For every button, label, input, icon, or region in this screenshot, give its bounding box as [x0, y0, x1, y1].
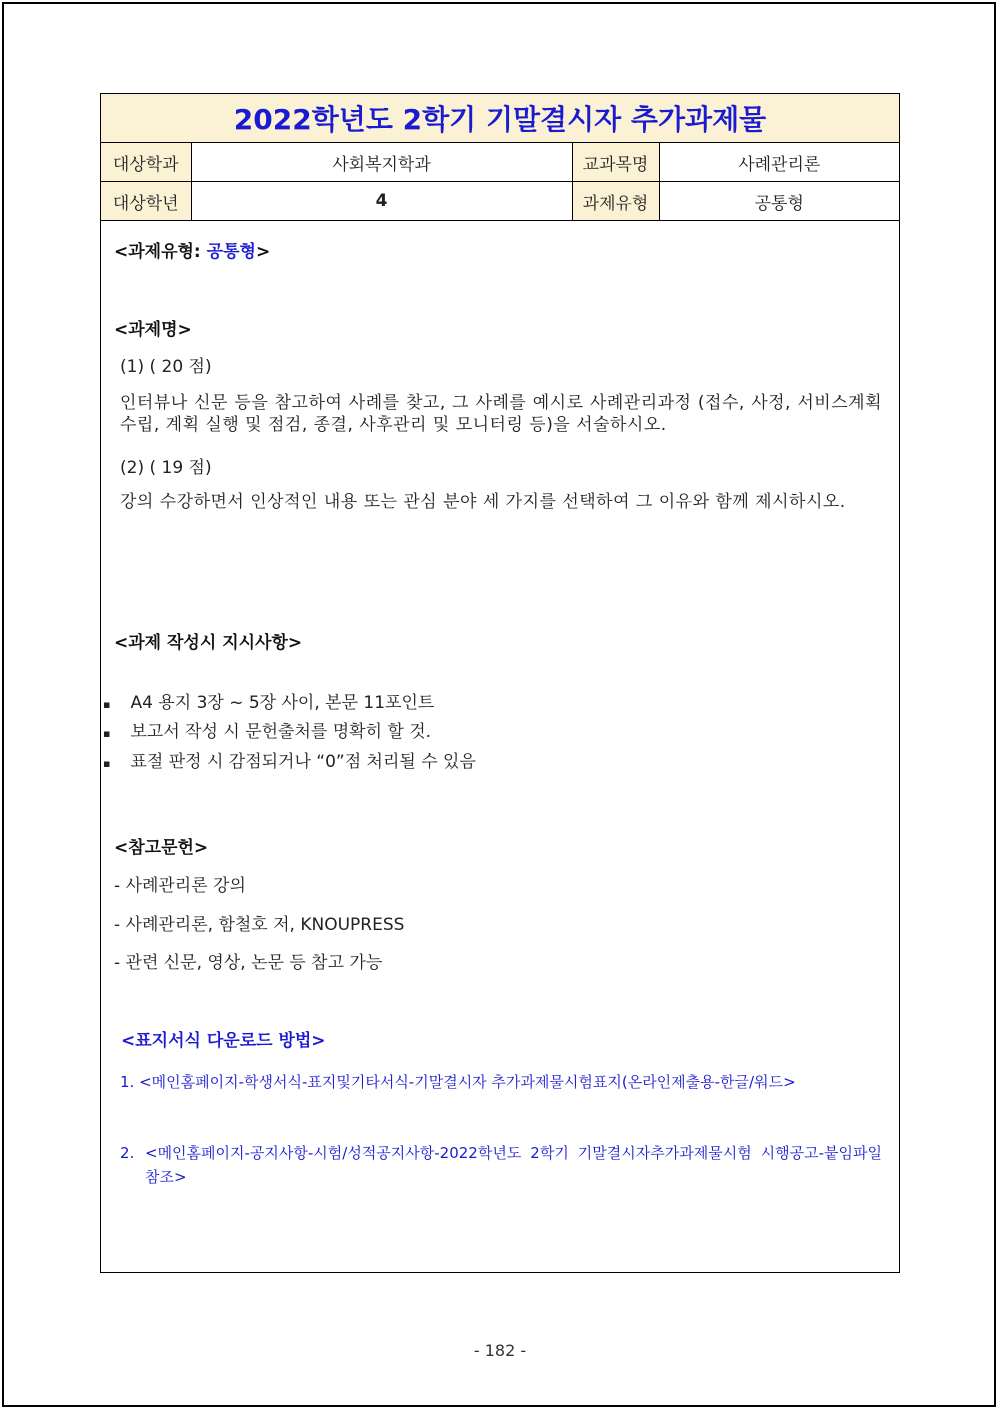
assignment-type-line — [114, 237, 270, 262]
reference-item: - 관련 신문, 영상, 논문 등 참고 가능 — [114, 953, 383, 973]
info-row-1 — [101, 143, 899, 182]
assignment-type-prefix: <과제유형: — [114, 242, 207, 262]
type-label: 과제유형 — [572, 182, 659, 221]
assignment-name-heading: <과제명> — [114, 320, 192, 340]
course-label: 교과목명 — [572, 143, 659, 182]
instruction-item: ▪ 표절 판정 시 감점되거나 “0”점 처리될 수 있음 — [103, 752, 476, 772]
references-heading: <참고문헌> — [114, 838, 209, 858]
info-row-2 — [101, 182, 899, 221]
assignment-type-value: 공통형 — [206, 242, 256, 262]
grade-value: 4 — [191, 182, 572, 221]
type-value: 공통형 — [659, 182, 899, 221]
question-1-label: (1) ( 20 점) — [120, 357, 212, 377]
course-value: 사례관리론 — [659, 143, 899, 182]
instruction-item: ▪ A4 용지 3장 ~ 5장 사이, 본문 11포인트 — [103, 693, 435, 713]
download-step-2-text: <메인홈페이지-공지사항-시험/성적공지사항-2022학년도 2학기 기말결시자추가과제물시험 시행공고-붙임파일 참조> — [145, 1144, 882, 1186]
bullet-icon: ▪ — [103, 757, 111, 770]
instructions-heading: <과제 작성시 지시사항> — [114, 633, 303, 653]
instruction-item: ▪ 보고서 작성 시 문헌출처를 명확히 할 것. — [103, 722, 432, 742]
info-table — [101, 143, 899, 221]
grade-label: 대상학년 — [101, 182, 191, 221]
question-2-text: 강의 수강하면서 인상적인 내용 또는 관심 분야 세 가지를 선택하여 그 이유와 함께 제시하시오. — [120, 492, 846, 512]
reference-item: - 사례관리론, 함철호 저, KNOUPRESS — [114, 915, 405, 935]
assignment-type-suffix: > — [255, 242, 271, 262]
download-step-1: 1. <메인홈페이지-학생서식-표지및기타서식-기말결시자 추가과제물시험표지(온라인제출용-한글/워드> — [120, 1073, 796, 1091]
download-heading: <표지서식 다운로드 방법> — [121, 1031, 326, 1051]
download-step-2-number: 2. — [120, 1144, 135, 1162]
page-number: - 182 - — [473, 1341, 527, 1360]
assignment-sheet — [100, 93, 900, 1273]
bullet-icon: ▪ — [103, 698, 111, 711]
question-2-label: (2) ( 19 점) — [120, 458, 212, 478]
question-1-text: 인터뷰나 신문 등을 참고하여 사례를 찾고, 그 사례를 예시로 사례관리과정 (접수, 사정, 서비스계획 수립, 계획 실행 및 점검, 종결, 사후관리 및 모니터링 등)을 서술하시오. — [120, 393, 882, 435]
bullet-icon: ▪ — [103, 727, 111, 740]
dept-value: 사회복지학과 — [191, 143, 572, 182]
download-step-2 — [120, 1141, 882, 1189]
document-title: 2022학년도 2학기 기말결시자 추가과제물 — [101, 94, 899, 143]
dept-label: 대상학과 — [101, 143, 191, 182]
reference-item: - 사례관리론 강의 — [114, 876, 246, 896]
